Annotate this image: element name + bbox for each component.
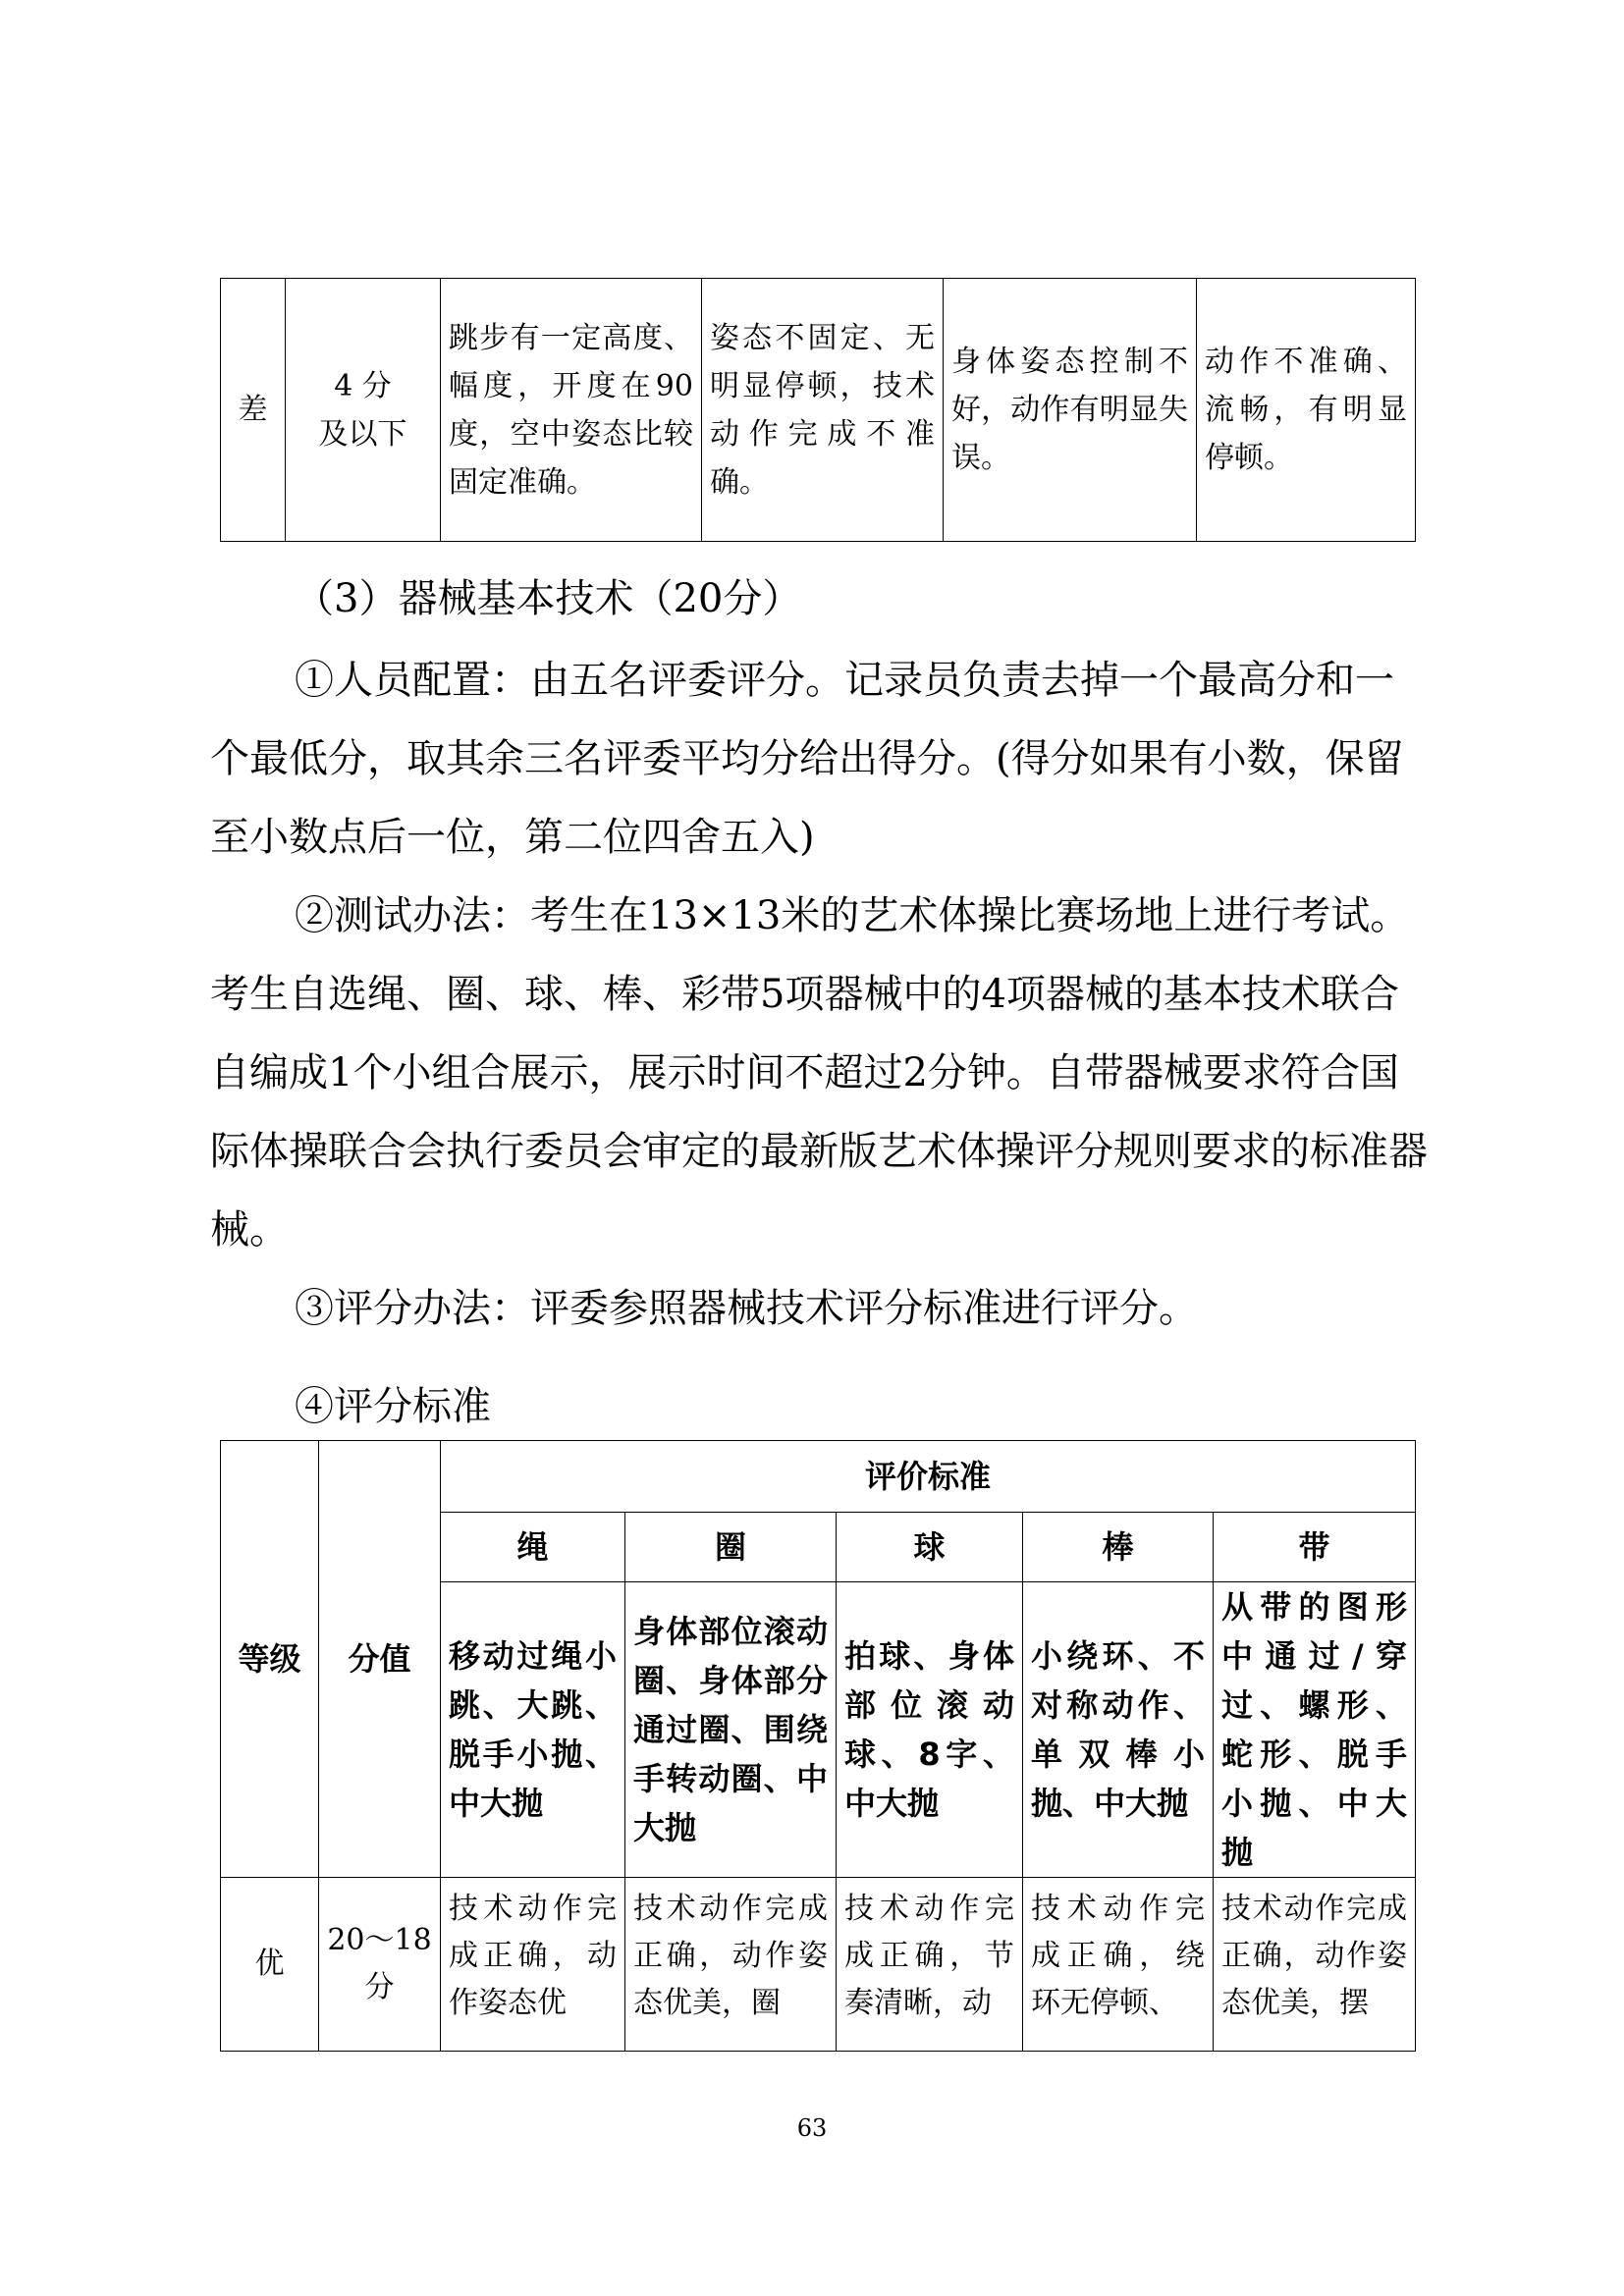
- header-hoop: 圈: [625, 1513, 837, 1582]
- score-cell: [319, 1878, 441, 2052]
- apparatus-scoring-table: [220, 1440, 1416, 2052]
- header-evaluation: 评价标准: [441, 1441, 1416, 1513]
- score-line: 分: [364, 1970, 395, 2004]
- paragraph-scoring-method: ③评分办法：评委参照器械技术评分标准进行评分。: [295, 1286, 1198, 1331]
- score-line: 20～18: [327, 1923, 432, 1957]
- header-rope: 绳: [441, 1513, 625, 1582]
- technique-clubs: 小绕环、不对称动作、单双棒小抛、中大抛: [1023, 1582, 1214, 1878]
- criteria-cell: 技术动作完成正确，动作姿态优美，摆: [1214, 1878, 1416, 2052]
- technique-hoop: 身体部位滚动圈、身体部分通过圈、围绕手转动圈、中大抛: [625, 1582, 837, 1878]
- section-heading: （3）器械基本技术（20分）: [295, 576, 802, 621]
- criteria-cell: 技术动作完成正确，动作姿态优: [441, 1878, 625, 2052]
- paragraph-scoring-standard: ④评分标准: [295, 1384, 491, 1429]
- paragraph-staffing: ①人员配置：由五名评委评分。记录员负责去掉一个最高分和一个最低分，取其余三名评委平均分给出得分。(得分如果有小数，保留至小数点后一位，第二位四舍五入): [210, 658, 1404, 860]
- criteria-cell: 跳步有一定高度、幅度，开度在90度，空中姿态比较固定准确。: [441, 279, 702, 542]
- score-line: 4 分: [334, 368, 392, 403]
- table-row: [221, 279, 1416, 542]
- score-cell: [286, 279, 441, 542]
- grade-cell: 差: [221, 279, 286, 542]
- grade-cell: 优: [221, 1878, 319, 2052]
- paragraph-test-method: ②测试办法：考生在13×13米的艺术体操比赛场地上进行考试。考生自选绳、圈、球、棒、彩带5项器械中的4项器械的基本技术联合自编成1个小组合展示，展示时间不超过2分钟。自带器械要求符合国际体操联合会执行委员会审定的最新版艺术体操评分规则要求的标准器械。: [210, 893, 1428, 1253]
- header-score: 分值: [319, 1441, 441, 1878]
- technique-ball: 拍球、身体部位滚动球、8字、中大抛: [837, 1582, 1023, 1878]
- header-ball: 球: [837, 1513, 1023, 1582]
- technique-rope: 移动过绳小跳、大跳、脱手小抛、中大抛: [441, 1582, 625, 1878]
- table-header-row: [221, 1441, 1416, 1513]
- criteria-cell: 身体姿态控制不好，动作有明显失误。: [944, 279, 1197, 542]
- header-ribbon: 带: [1214, 1513, 1416, 1582]
- page-number: 63: [796, 2114, 828, 2142]
- technique-ribbon: 从带的图形中通过/穿过、螺形、蛇形、脱手小抛、中大抛: [1214, 1582, 1416, 1878]
- criteria-cell: 动作不准确、流畅，有明显停顿。: [1197, 279, 1416, 542]
- table-row: [221, 1878, 1416, 2052]
- criteria-cell: 技术动作完成正确，节奏清晰，动: [837, 1878, 1023, 2052]
- criteria-cell: 姿态不固定、无明显停顿，技术动作完成不准确。: [702, 279, 944, 542]
- header-grade: 等级: [221, 1441, 319, 1878]
- criteria-cell: 技术动作完成正确，动作姿态优美，圈: [625, 1878, 837, 2052]
- score-line: 及以下: [318, 416, 407, 452]
- header-clubs: 棒: [1023, 1513, 1214, 1582]
- grading-table-continued: [220, 278, 1416, 542]
- criteria-cell: 技术动作完成正确，绕环无停顿、: [1023, 1878, 1214, 2052]
